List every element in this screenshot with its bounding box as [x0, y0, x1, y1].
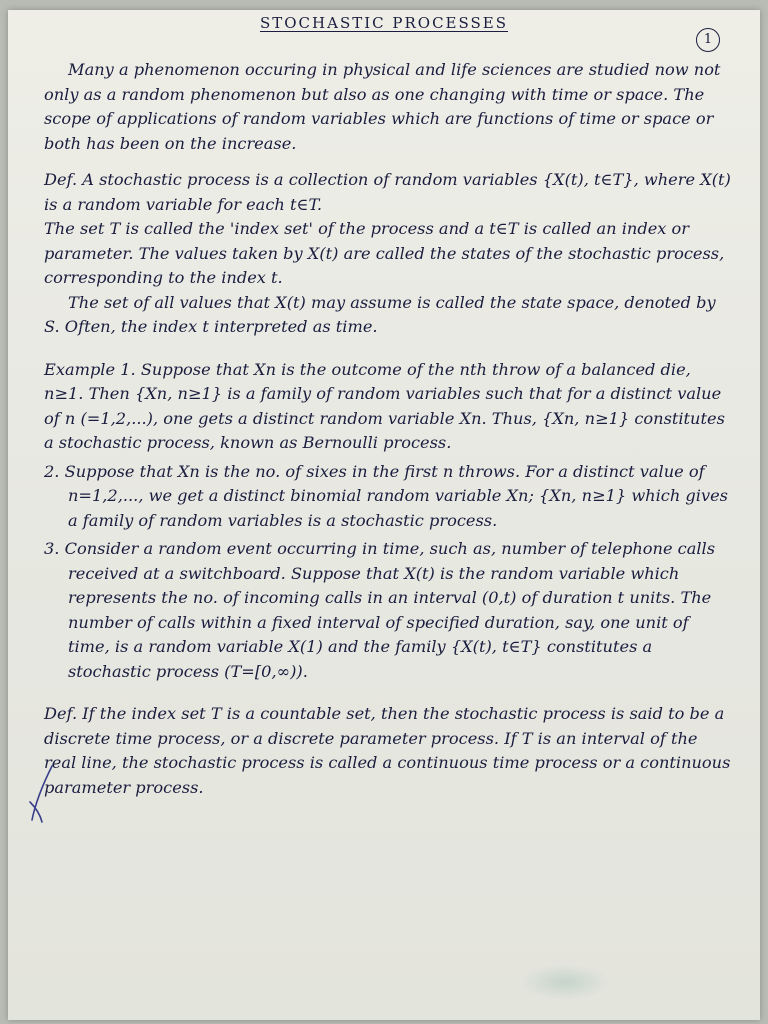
example-2: [44, 460, 734, 534]
page-number-badge: 1: [696, 28, 720, 52]
second-definition-label: Def.: [44, 704, 78, 723]
second-definition-text: If the index set T is a countable set, then the stochastic process is said to be a discrete time process, or a discrete parameter process. If T is an interval of the real line, the stochastic process is called a continuous time process or a continuous parameter process.: [44, 704, 731, 797]
notebook-page: [8, 10, 760, 1020]
example-1: [44, 358, 734, 456]
intro-paragraph: Many a phenomenon occuring in physical and life sciences are studied now not only as a random phenomenon but also as one changing with time or space. The scope of applications of random variables which are functions of time or space or both has been on the increase.: [44, 60, 721, 153]
example-2-label: 2.: [44, 461, 60, 481]
definition-paragraph: [44, 168, 734, 217]
page-title: STOCHASTIC PROCESSES: [259, 14, 509, 32]
definition-label: Def.: [44, 170, 78, 189]
margin-check-mark: [26, 762, 62, 826]
example-1-label: Example 1.: [44, 359, 136, 379]
second-definition-paragraph: [44, 702, 734, 800]
example-3: [44, 537, 734, 684]
example-3-text: Consider a random event occurring in time, such as, number of telephone calls received at a switchboard. Suppose that X(t) is the random variable which represents the no. of incoming calls in an interval (0,t) of duration t units. The number of calls within a fixed interval of specified duration, say, one unit of time, is a random variable X(1) and the family {X(t), t∈T} constitutes a stochastic process (T=[0,∞)).: [64, 539, 716, 681]
page-content: [44, 58, 734, 800]
paper-stain: [520, 964, 610, 1000]
definition-text: A stochastic process is a collection of random variables {X(t), t∈T}, where X(t) is a random variable for each t∈T.: [44, 170, 731, 214]
index-set-paragraph: The set T is called the 'index set' of the process and a t∈T is called an index or parameter. The values taken by X(t) are called the states of the stochastic process, corresponding to the index t.: [44, 219, 725, 287]
state-space-paragraph: The set of all values that X(t) may assume is called the state space, denoted by S. Often, the index t interpreted as time.: [44, 292, 716, 336]
example-2-text: Suppose that Xn is the no. of sixes in the first n throws. For a distinct value of n=1,2,..., we get a distinct binomial random variable Xn; {Xn, n≥1} which gives a family of random variables is a stochastic process.: [64, 461, 728, 530]
example-3-label: 3.: [44, 539, 60, 558]
example-1-text: Suppose that Xn is the outcome of the nth throw of a balanced die, n≥1. Then {Xn, n≥1} is a family of random variables such that for a distinct value of n (=1,2,...), one gets a distinct random variable Xn. Thus, {Xn, n≥1} constitutes a stochastic process, known as Bernoulli process.: [44, 359, 725, 452]
